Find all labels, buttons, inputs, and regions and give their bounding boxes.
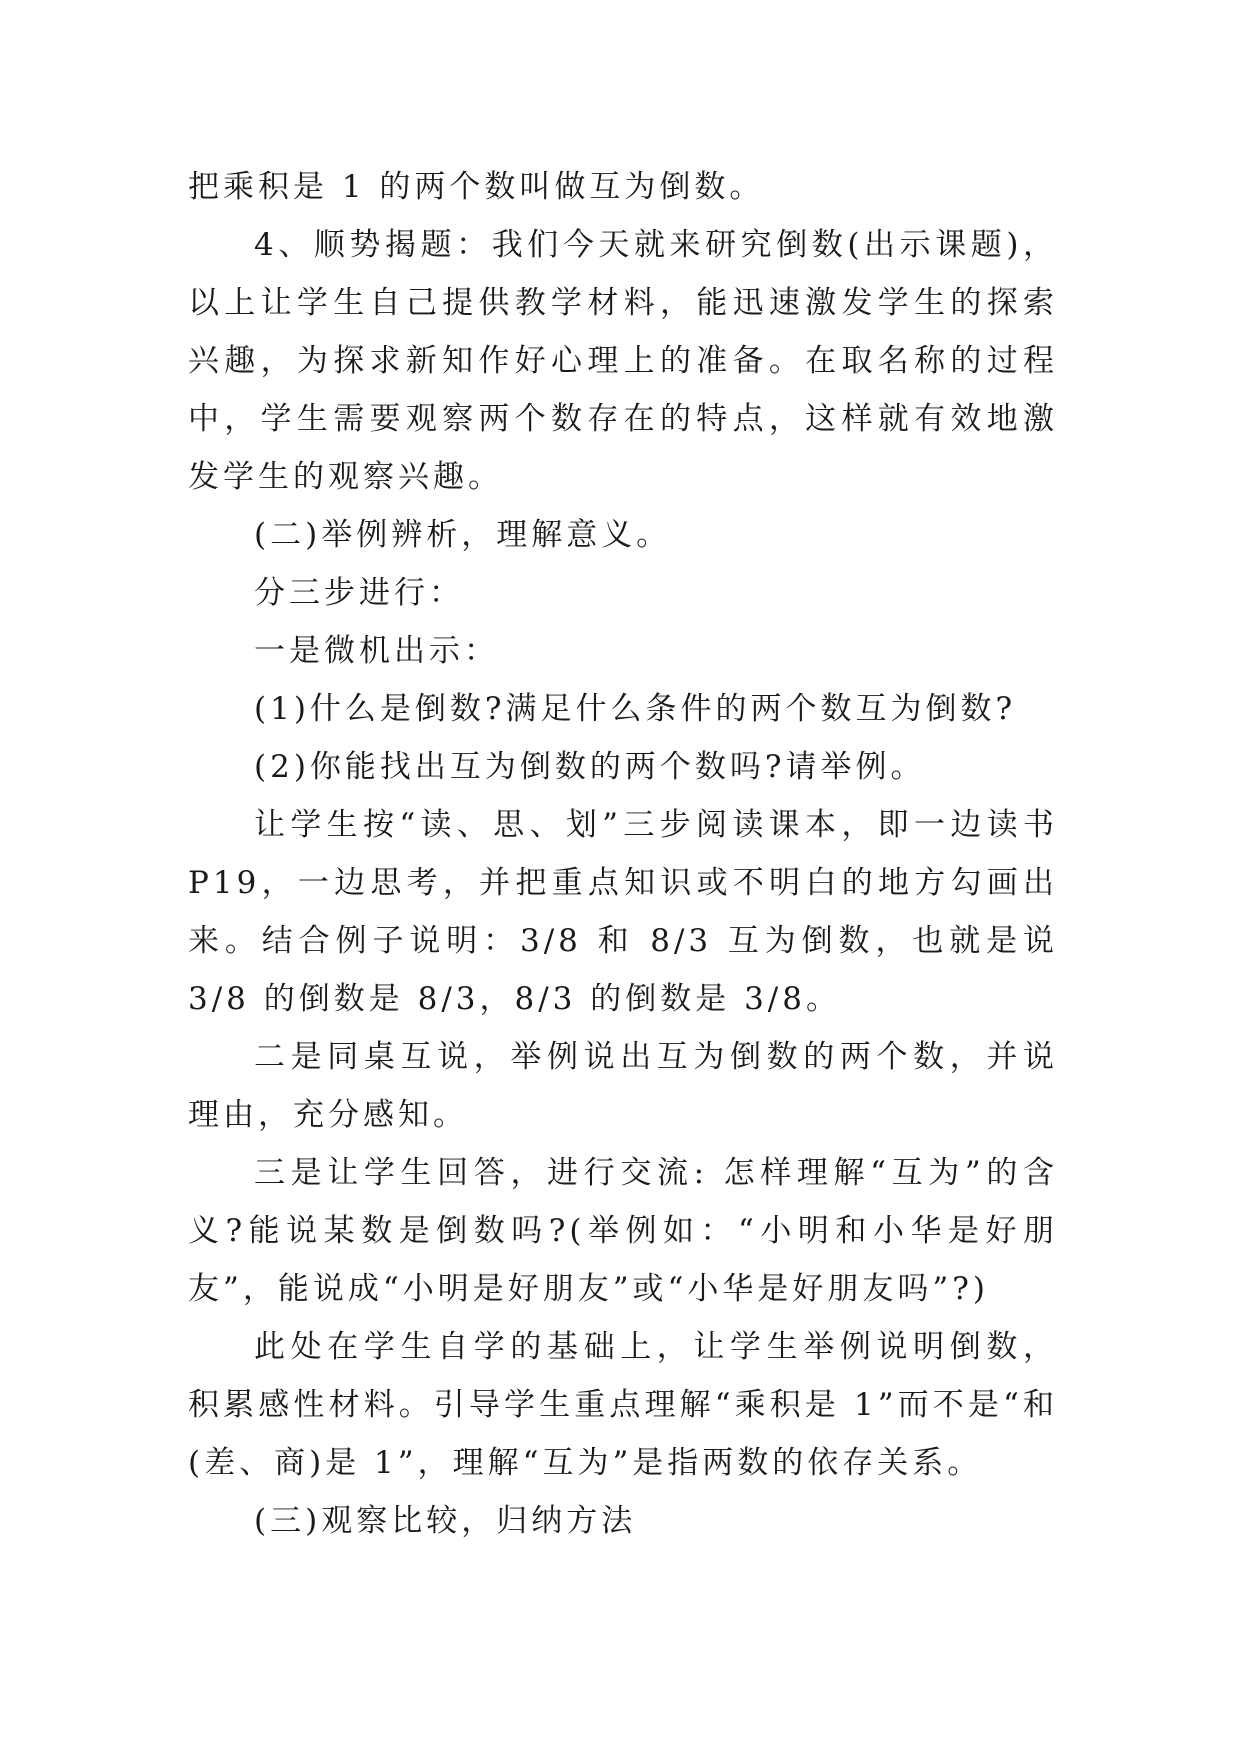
- paragraph-three-steps: 分三步进行：: [254, 575, 464, 611]
- paragraph-reading-method: 让学生按“读、思、划”三步阅读课本，即一边读书 P19，一边思考，并把重点知识或不明白的地方勾画出来。结合例子说明：3/8 和 8/3 互为倒数，也就是说 3/8 的倒数是 8/3，8/3 的倒数是 3/8。: [188, 807, 1058, 1017]
- document-body: [188, 158, 1058, 1550]
- paragraph-reciprocal-definition: 把乘积是 1 的两个数叫做互为倒数。: [188, 169, 765, 205]
- section-heading-2: (二)举例辨析，理解意义。: [254, 517, 672, 553]
- paragraph-question-2: (2)你能找出互为倒数的两个数吗?请举例。: [254, 749, 926, 785]
- paragraph-introduce-topic: 4、顺势揭题：我们今天就来研究倒数(出示课题)，以上让学生自己提供教学材料，能迅速激发学生的探索兴趣，为探求新知作好心理上的准备。在取名称的过程中，学生需要观察两个数存在的特点，这样就有效地激发学生的观察兴趣。: [188, 227, 1058, 495]
- paragraph-question-1: (1)什么是倒数?满足什么条件的两个数互为倒数?: [254, 691, 1017, 727]
- paragraph-step-three: 三是让学生回答，进行交流: 怎样理解“互为”的含义?能说某数是倒数吗?(举例如：“小明和小华是好朋友”，能说成“小明是好朋友”或“小华是好朋友吗”?): [188, 1155, 1058, 1307]
- paragraph-step-two: 二是同桌互说，举例说出互为倒数的两个数，并说理由，充分感知。: [188, 1039, 1058, 1133]
- section-heading-3: (三)观察比较，归纳方法: [254, 1503, 637, 1539]
- paragraph-self-study-note: 此处在学生自学的基础上，让学生举例说明倒数，积累感性材料。引导学生重点理解“乘积是 1”而不是“和(差、商)是 1”，理解“互为”是指两数的依存关系。: [188, 1329, 1058, 1481]
- paragraph-step-one: 一是微机出示：: [254, 633, 499, 669]
